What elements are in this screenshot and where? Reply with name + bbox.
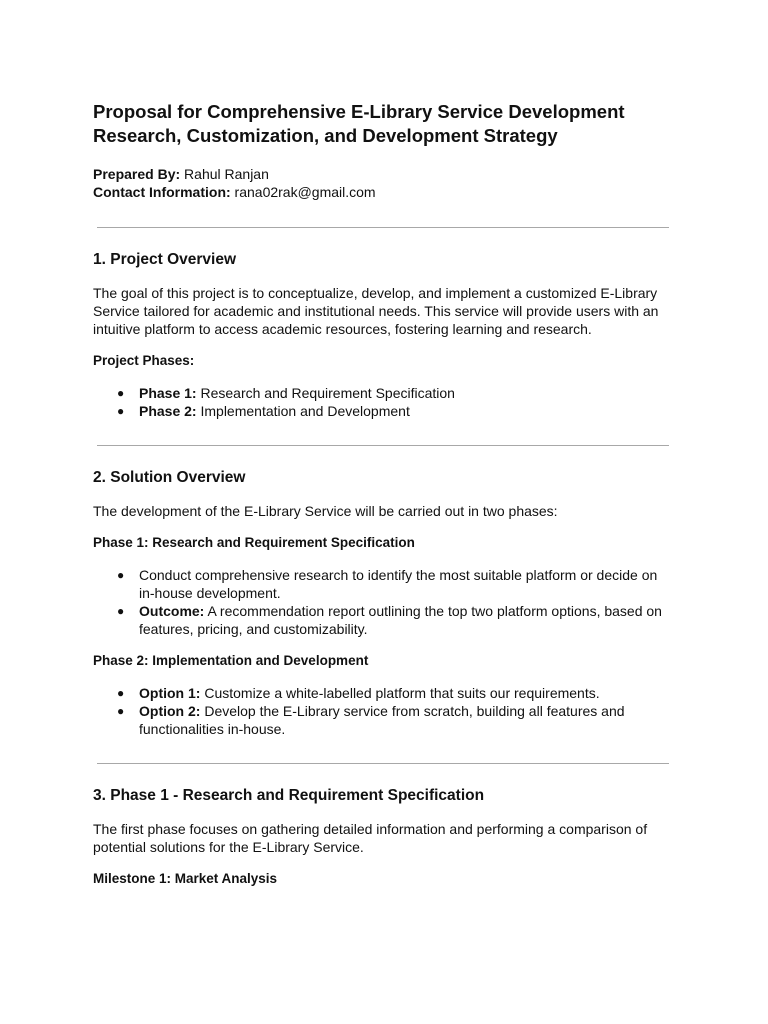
section-1-paragraph: The goal of this project is to conceptualize, develop, and implement a customized E-Library Service tailored for academic and institutional needs. This service will provide users with an intuitive platform to access academic resources, fostering learning and research. xyxy=(93,285,659,337)
item-text: A recommendation report outlining the top two platform options, based on features, pricing, and customizability. xyxy=(139,603,662,637)
title-line-1: Proposal for Comprehensive E-Library Service Development xyxy=(93,101,625,122)
list-item xyxy=(93,684,674,702)
item-label: Option 1: xyxy=(139,685,201,701)
item-label: Outcome: xyxy=(139,603,205,619)
item-text: Conduct comprehensive research to identify the most suitable platform or decide on in-house development. xyxy=(139,567,658,601)
title-line-2: Research, Customization, and Development Strategy xyxy=(93,125,558,146)
phase-1-heading: Phase 1: Research and Requirement Specification xyxy=(93,535,415,550)
section-2-paragraph: The development of the E-Library Service will be carried out in two phases: xyxy=(93,503,558,519)
item-text: Research and Requirement Specification xyxy=(200,385,455,401)
bullet-icon: ● xyxy=(117,568,125,582)
list-item xyxy=(93,602,674,638)
list-item xyxy=(93,402,674,420)
bullet-icon: ● xyxy=(117,704,125,718)
phase-1-list xyxy=(93,566,674,638)
item-text: Customize a white-labelled platform that suits our requirements. xyxy=(204,685,600,701)
contact-row xyxy=(93,183,674,201)
item-text: Develop the E-Library service from scratch, building all features and functionalities in-house. xyxy=(139,703,625,737)
item-label: Option 2: xyxy=(139,703,201,719)
project-phases-list xyxy=(93,384,674,420)
bullet-icon: ● xyxy=(117,686,125,700)
document-title xyxy=(93,100,674,148)
milestone-1-heading: Milestone 1: Market Analysis xyxy=(93,871,278,886)
phase-2-heading: Phase 2: Implementation and Development xyxy=(93,653,369,668)
contact-label: Contact Information: xyxy=(93,184,231,200)
divider-1 xyxy=(97,227,669,228)
phase-2-list xyxy=(93,684,674,738)
divider-3 xyxy=(97,763,669,764)
list-item xyxy=(93,384,674,402)
item-label: Phase 2: xyxy=(139,403,197,419)
divider-2 xyxy=(97,445,669,446)
prepared-by-label: Prepared By: xyxy=(93,166,181,182)
prepared-by-value: Rahul Ranjan xyxy=(184,166,269,182)
section-2-heading: 2. Solution Overview xyxy=(93,469,246,486)
bullet-icon: ● xyxy=(117,386,125,400)
list-item xyxy=(93,702,674,738)
section-1-heading: 1. Project Overview xyxy=(93,251,237,268)
section-3-heading: 3. Phase 1 - Research and Requirement Specification xyxy=(93,787,485,804)
contact-value: rana02rak@gmail.com xyxy=(234,184,376,200)
document-meta xyxy=(93,165,674,201)
project-phases-label: Project Phases: xyxy=(93,353,195,368)
item-text: Implementation and Development xyxy=(200,403,410,419)
bullet-icon: ● xyxy=(117,604,125,618)
prepared-by-row xyxy=(93,165,674,183)
section-3-paragraph: The first phase focuses on gathering detailed information and performing a comparison of potential solutions for the E-Library Service. xyxy=(93,821,648,855)
bullet-icon: ● xyxy=(117,404,125,418)
item-label: Phase 1: xyxy=(139,385,197,401)
list-item xyxy=(93,566,674,602)
